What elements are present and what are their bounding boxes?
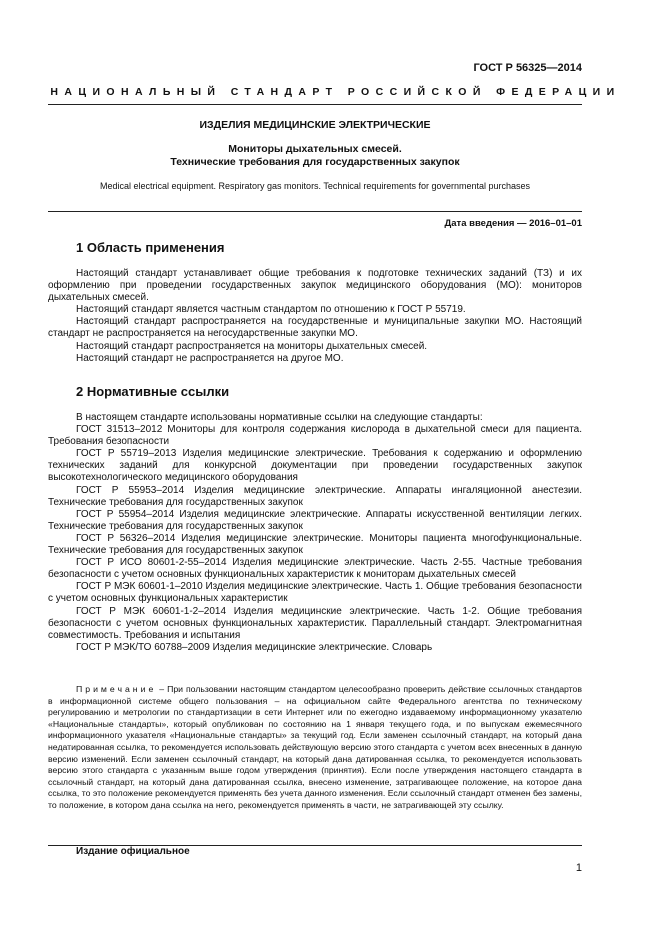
note-label: Примечание (76, 684, 157, 694)
section-scope-body (48, 268, 582, 365)
reference-item: ГОСТ Р 55953–2014 Изделия медицинские электрические. Аппараты ингаляционной анестезии. Технические требования для государственных закупок (48, 484, 582, 508)
document-code: ГОСТ Р 56325—2014 (473, 62, 582, 74)
reference-item: ГОСТ Р МЭК/ТО 60788–2009 Изделия медицинские электрические. Словарь (76, 641, 433, 653)
reference-item: ГОСТ Р МЭК 60601-1-2–2014 Изделия медицинские электрические. Часть 1-2. Общие требования безопасности с учетом основных функциональных характеристик. Параллельный стандарт. Электромагнитная совместимость. Требования и испытания (48, 605, 582, 641)
document-title: ИЗДЕЛИЯ МЕДИЦИНСКИЕ ЭЛЕКТРИЧЕСКИЕ (199, 119, 431, 131)
edition-label: Издание официальное (76, 846, 190, 857)
title-divider (48, 211, 582, 212)
reference-item: ГОСТ Р 56326–2014 Изделия медицинские электрические. Мониторы пациента многофункциональные. Технические требования для государственных закупок (48, 532, 582, 557)
section-references-body (48, 412, 582, 654)
paragraph: Настоящий стандарт устанавливает общие требования к подготовке технических заданий (ТЗ) и их оформлению при проведении государственных закупок медицинского оборудования (МО): мониторов дыхательных смесей. (48, 268, 582, 304)
paragraph: Настоящий стандарт является частным стандартом по отношению к ГОСТ Р 55719. (76, 304, 466, 316)
note-block (48, 684, 582, 812)
section-heading-scope: 1 Область применения (76, 240, 225, 255)
header-divider (48, 104, 582, 105)
paragraph: Настоящий стандарт не распространяется на другое МО. (76, 352, 344, 364)
reference-item: ГОСТ 31513–2012 Мониторы для контроля содержания кислорода в дыхательной смеси для пациента. Требования безопасности (48, 424, 582, 448)
english-title: Medical electrical equipment. Respiratory gas monitors. Technical requirements for governmental purchases (99, 181, 531, 191)
paragraph: Настоящий стандарт распространяется на мониторы дыхательных смесей. (76, 340, 428, 352)
paragraph: Настоящий стандарт распространяется на государственные и муниципальные закупки МО. Настоящий стандарт не распространяется на негосударственные закупки МО. (48, 316, 582, 340)
document-subtitle-2: Технические требования для государственных закупок (170, 156, 460, 168)
national-standard-banner: НАЦИОНАЛЬНЫЙ СТАНДАРТ РОССИЙСКОЙ ФЕДЕРАЦИИ (50, 86, 621, 98)
page-number: 1 (575, 862, 582, 874)
document-subtitle-1: Мониторы дыхательных смесей. (228, 143, 402, 155)
section-heading-references: 2 Нормативные ссылки (76, 384, 230, 399)
reference-item: ГОСТ Р МЭК 60601-1–2010 Изделия медицинские электрические. Часть 1. Общие требования безопасности с учетом основных функциональных характеристик (48, 581, 582, 605)
reference-item: ГОСТ Р ИСО 80601-2-55–2014 Изделия медицинские электрические. Часть 2-55. Частные требования безопасности с учетом основных функциональных характеристик к мониторам дыхательных смесей (48, 557, 582, 581)
note-text: – При пользовании настоящим стандартом целесообразно проверить действие ссылочных стандартов в информационной системе общего пользования – на официальном сайте Федерального агентства по техническому регулированию и метрологии по стандартизации в сети Интернет или по ежегодно издаваемому информационному указателю «Национальные стандарты», который опубликован по состоянию на 1 января текущего года, и по выпускам ежемесячного информационного указателя «Национальные стандарты» за текущий год. Если заменен ссылочный стандарт, на который дана недатированная ссылка, то рекомендуется использовать действующую версию этого стандарта с учетом всех внесенных в данную версию изменений. Если заменен ссылочный стандарт, на который дана датированная ссылка, то рекомендуется использовать версию этого стандарта с указанным выше годом утверждения (принятия). Если после утверждения настоящего стандарта в ссылочный стандарт, на который дана датированная ссылка, внесено изменение, затрагивающее положение, на которое дана ссылка, то это положение рекомендуется применять без учета данного изменения. Если ссылочный стандарт отменен без замены, то положение, в котором дана ссылка на него, рекомендуется применять в части, не затрагивающей эту ссылку. (48, 684, 582, 810)
reference-item: ГОСТ Р 55719–2013 Изделия медицинские электрические. Требования к содержанию и оформлению технических заданий для конкурсной документации при проведении государственных закупок высокотехнологического медицинского оборудования (48, 448, 582, 484)
introduction-date: Дата введения — 2016–01–01 (444, 218, 582, 229)
reference-item: ГОСТ Р 55954–2014 Изделия медицинские электрические. Аппараты искусственной вентиляции легких. Технические требования для государственных закупок (48, 508, 582, 532)
note-paragraph (48, 684, 582, 812)
paragraph: В настоящем стандарте использованы нормативные ссылки на следующие стандарты: (76, 412, 483, 423)
